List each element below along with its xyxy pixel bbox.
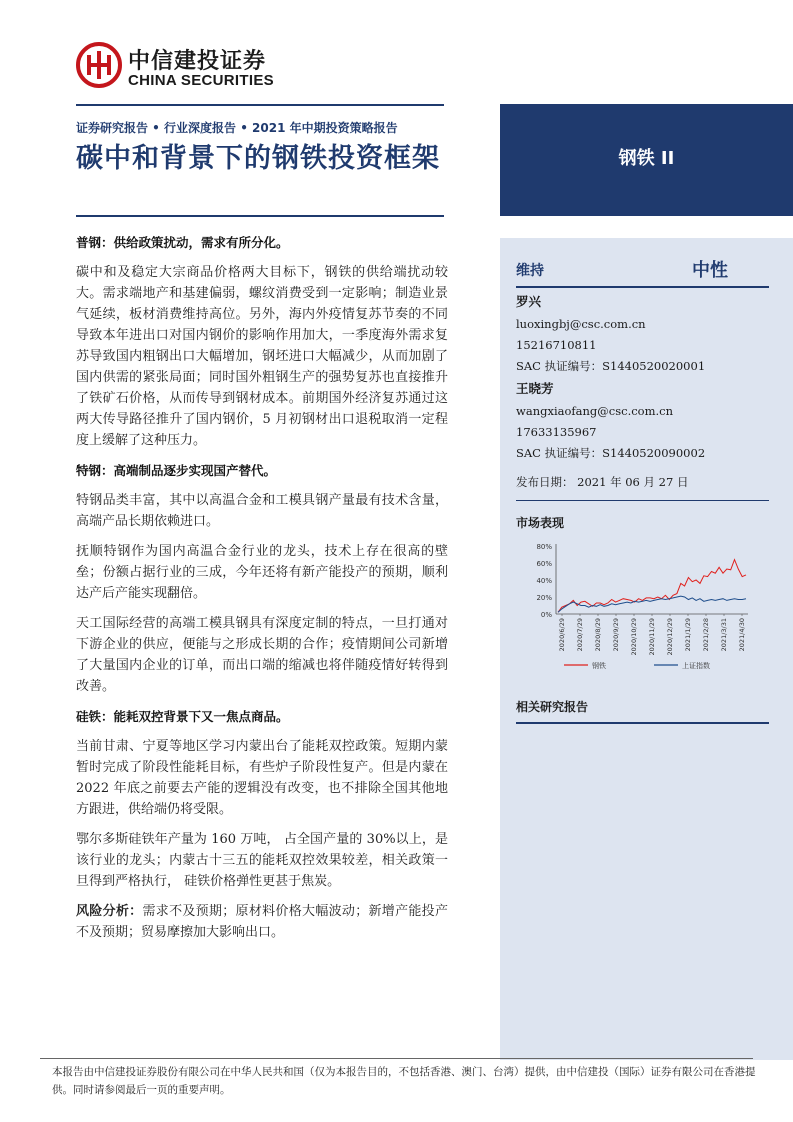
x-tick-label: 2020/6/29 xyxy=(558,618,566,652)
rating-divider xyxy=(516,286,769,288)
x-tick-label: 2020/12/29 xyxy=(666,618,674,656)
sector-banner xyxy=(500,104,793,216)
x-tick-label: 2020/10/29 xyxy=(630,618,638,656)
legend-label: 钢铁 xyxy=(592,662,606,670)
section-heading: 特钢：高端制品逐步实现国产替代。 xyxy=(76,463,277,478)
x-tick-label: 2021/3/31 xyxy=(720,618,728,652)
x-tick-label: 2021/1/29 xyxy=(684,618,692,652)
y-tick-label: 60% xyxy=(536,560,552,568)
title-divider xyxy=(76,215,444,217)
paragraph: 当前甘肃、宁夏等地区学习内蒙出台了能耗双控政策。短期内蒙暂时完成了阶段性能耗目标，有些炉子阶段性复产。但是内蒙在 2022 年底之前要去产能的逻辑没有改变，也不排除全国其他地方跟进，供给端仍将受限。 xyxy=(76,739,448,817)
analyst-sac: SAC 执证编号：S1440520020001 xyxy=(516,359,706,373)
legend-label: 上证指数 xyxy=(682,662,710,670)
report-subtitle: 证券研究报告 • 行业深度报告 • 2021 年中期投资策略报告 xyxy=(76,121,398,135)
publish-date: 发布日期： 2021 年 06 月 27 日 xyxy=(516,475,689,489)
paragraph: 鄂尔多斯硅铁年产量为 160 万吨， 占全国产量的 30%以上，是该行业的龙头；内蒙古十三五的能耗双控效果较差，相关政策一旦得到严格执行， 硅铁价格弹性更甚于焦炭。 xyxy=(76,832,448,889)
risk-paragraph xyxy=(76,901,448,943)
rating-value: 中性 xyxy=(692,260,728,281)
paragraph: 特钢品类丰富，其中以高温合金和工模具钢产量最有技术含量，高端产品长期依赖进口。 xyxy=(76,493,448,529)
y-tick-label: 80% xyxy=(536,543,552,551)
brand-name-cn: 中信建投证券 xyxy=(128,49,267,74)
paragraph: 抚顺特钢作为国内高温合金行业的龙头，技术上存在很高的壁垒；份额占据行业的三成，今年还将有新产能投产的预期，顺利达产后产能实现翻倍。 xyxy=(76,544,448,601)
analyst-phone: 17633135967 xyxy=(516,425,597,439)
related-divider xyxy=(516,722,769,724)
x-tick-label: 2020/7/29 xyxy=(576,618,584,652)
x-tick-label: 2020/11/29 xyxy=(648,618,656,656)
publish-divider xyxy=(516,500,769,501)
series-line-0 xyxy=(558,560,746,613)
csc-logo-icon xyxy=(76,42,122,88)
section-heading: 普钢：供给政策扰动，需求有所分化。 xyxy=(76,235,289,250)
paragraph: 碳中和及稳定大宗商品价格两大目标下，钢铁的供给端扰动较大。需求端地产和基建偏弱，螺纹消费受到一定影响；制造业景气延续，板材消费维持高位。另外，海内外疫情复苏节奏的不同导致本年进出口对国内钢价的影响作用加大，一季度海外需求复苏导致国内粗钢出口大幅增加，钢坯进口大幅减少，从而加剧了国内供需的紧张局面；同时国外粗钢生产的强势复苏也直接推升了铁矿石价格，从而传导到钢材成本。前期国外经济复苏通过这两大传导路径推升了国内钢价，5 月初钢材出口退税取消一定程度上缓解了这种压力。 xyxy=(76,265,448,448)
y-tick-label: 40% xyxy=(536,577,552,585)
section-heading: 硅铁：能耗双控背景下又一焦点商品。 xyxy=(76,709,289,724)
x-tick-label: 2020/9/29 xyxy=(612,618,620,652)
report-title: 碳中和背景下的钢铁投资框架 xyxy=(76,143,440,174)
analyst-name: 王晓芳 xyxy=(516,381,554,396)
analyst-sac: SAC 执证编号：S1440520090002 xyxy=(516,446,706,460)
brand-name-en: CHINA SECURITIES xyxy=(128,72,274,89)
paragraph: 天工国际经营的高端工模具钢具有深度定制的特点，一旦打通对下游企业的供应，便能与之形成长期的合作；疫情期间公司新增了大量国内企业的订单，而出口端的缩减也将伴随疫情好转得到改善。 xyxy=(76,616,448,694)
market-performance-label: 市场表现 xyxy=(516,516,565,530)
analyst-card xyxy=(516,379,776,464)
footer-divider xyxy=(40,1058,753,1059)
rating-label: 维持 xyxy=(516,263,544,279)
analyst-card xyxy=(516,292,776,377)
analyst-name: 罗兴 xyxy=(516,294,542,309)
y-tick-label: 20% xyxy=(536,594,552,602)
sector-name: 钢铁 II xyxy=(618,148,675,169)
analyst-email[interactable]: wangxiaofang@csc.com.cn xyxy=(516,404,674,418)
y-tick-label: 0% xyxy=(540,611,552,619)
risk-label: 风险分析： xyxy=(76,904,143,919)
header-divider xyxy=(76,104,444,106)
footer-disclaimer: 本报告由中信建投证券股份有限公司在中华人民共和国（仅为本报告目的，不包括香港、澳门、台湾）提供，由中信建投（国际）证券有限公司在香港提供。同时请参阅最后一页的重要声明。 xyxy=(52,1066,756,1096)
x-tick-label: 2021/4/30 xyxy=(738,618,746,652)
x-tick-label: 2021/2/28 xyxy=(702,618,710,652)
related-reports-label: 相关研究报告 xyxy=(516,700,589,714)
rating-row xyxy=(516,256,768,284)
analyst-phone: 15216710811 xyxy=(516,338,597,352)
analyst-email[interactable]: luoxingbj@csc.com.cn xyxy=(516,317,646,331)
market-performance-chart xyxy=(516,536,768,672)
company-logo xyxy=(76,42,296,94)
x-tick-label: 2020/8/29 xyxy=(594,618,602,652)
report-body xyxy=(76,232,448,952)
risk-text: 需求不及预期；原材料价格大幅波动；新增产能投产不及预期；贸易摩擦加大影响出口。 xyxy=(76,904,448,940)
